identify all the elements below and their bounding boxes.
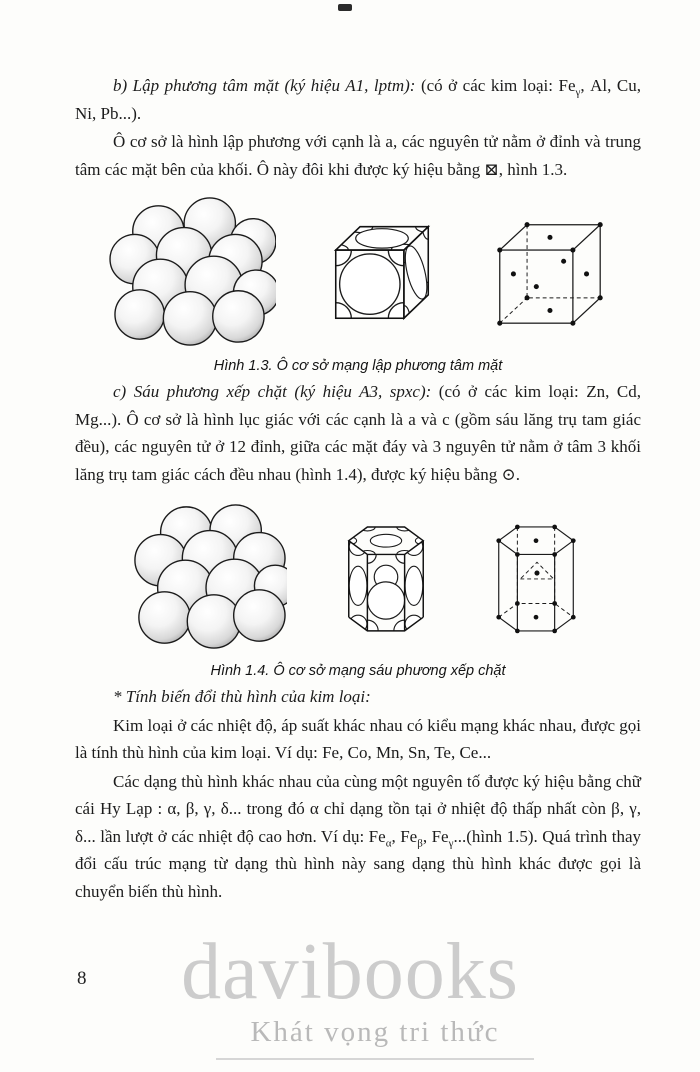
allotropy-2-text-2: , Fe: [391, 826, 418, 846]
allotropy-2-text-1: Các dạng thù hình khác nhau của cùng một nguyên tố được ký hiệu bằng chữ cái Hy Lạp : α, β, γ, δ... trong đó α chỉ dạng tồn tại ở nhiệt độ thấp nhất còn β, γ, δ... lần lượt ở các nhiệt độ cao hơn. Ví dụ: Fe: [75, 771, 641, 846]
section-b-metals-tail: , Al, Cu, Ni, Pb...).: [75, 76, 642, 123]
figure-1-4: [75, 497, 641, 679]
section-c-heading: c) Sáu phương xếp chặt (ký hiệu A3, spxc):: [113, 382, 432, 401]
allotropy-heading-text: * Tính biến đổi thù hình của kim loại:: [113, 687, 371, 706]
alpha-subscript: α: [385, 836, 392, 849]
section-c-body: (có ở các kim loại: Zn, Cd, Mg...). Ô cơ sở là hình lục giác với các cạnh là a và c (gồm sáu lăng trụ tam giác đều), các nguyên tử ở 12 đỉnh, giữa các mặt đáy và 3 nguyên tử nằm ở tâm 3 khối lăng trụ tam giác cách đều nhau (hình 1.4), được ký hiệu bằng ⊙.: [75, 382, 641, 484]
allotropy-heading: [75, 683, 641, 711]
beta-subscript: β: [417, 836, 423, 849]
gamma-subscript-2: γ: [448, 836, 454, 849]
figure-1-3: [75, 192, 641, 374]
figure-1-3-row: [75, 192, 641, 350]
scan-binding-mark: [338, 4, 352, 11]
allotropy-2-text-3: , Fe: [422, 826, 449, 846]
allotropy-paragraph-2: [75, 768, 641, 906]
watermark-brand: davibooks: [181, 928, 519, 1016]
page-number: 8: [77, 968, 87, 989]
hcp-sphere-packing-illustration: [129, 497, 287, 655]
fcc-lattice-cube-illustration: [488, 213, 610, 330]
section-c-paragraph: [75, 378, 641, 488]
fcc-cutaway-cube-illustration: [326, 213, 438, 330]
fcc-description-paragraph: Ô cơ sở là hình lập phương với cạnh là a, các nguyên tử nằm ở đỉnh và trung tâm các mặt bên của khối. Ô này đôi khi được ký hiệu bằng ⊠, hình 1.3.: [75, 132, 641, 179]
watermark: [0, 928, 700, 1060]
hcp-lattice-prism-illustration: [485, 516, 588, 636]
section-b-heading: b) Lập phương tâm mặt (ký hiệu A1, lptm):: [113, 76, 416, 95]
figure-1-4-caption: Hình 1.4. Ô cơ sở mạng sáu phương xếp chặt: [210, 663, 506, 679]
hcp-cutaway-prism-illustration: [337, 516, 435, 636]
watermark-slogan: Khát vọng tri thức: [216, 1016, 533, 1060]
section-b-paragraph: [75, 72, 641, 127]
section-b-metals: (có ở các kim loại: Fe: [415, 76, 576, 95]
figure-1-3-caption: Hình 1.3. Ô cơ sở mạng lập phương tâm mặt: [213, 358, 503, 374]
page-content: [75, 72, 641, 906]
fcc-sphere-packing-illustration: [106, 192, 276, 350]
allotropy-2-text-4: ...(hình 1.5). Quá trình thay đổi cấu trúc mạng từ dạng thù hình này sang dạng thù hình khác được gọi là chuyển biến thù hình.: [75, 826, 642, 901]
allotropy-paragraph-1: Kim loại ở các nhiệt độ, áp suất khác nhau có kiểu mạng khác nhau, được gọi là tính thù hình của kim loại. Ví dụ: Fe, Co, Mn, Sn, Te, Ce...: [75, 715, 641, 762]
figure-1-4-row: [75, 497, 641, 655]
gamma-subscript: γ: [575, 86, 581, 99]
